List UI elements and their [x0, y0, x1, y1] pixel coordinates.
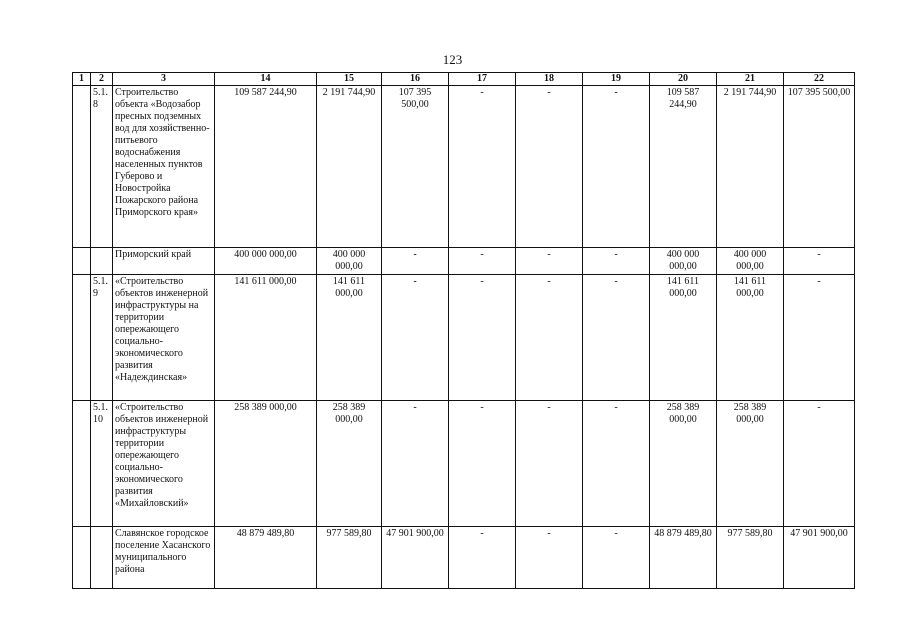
table-cell: - [449, 86, 516, 248]
column-header: 16 [382, 73, 449, 86]
column-header: 18 [516, 73, 583, 86]
item-number: 5.1.8 [91, 86, 113, 248]
column-header: 3 [113, 73, 215, 86]
table-cell: - [583, 401, 650, 527]
column-header: 22 [784, 73, 855, 86]
table-cell: 48 879 489,80 [650, 527, 717, 589]
table-cell [73, 275, 91, 401]
table-cell: 977 589,80 [317, 527, 382, 589]
table-cell: 258 389 000,00 [650, 401, 717, 527]
item-number: 5.1.10 [91, 401, 113, 527]
item-number: 5.1.9 [91, 275, 113, 401]
table-cell [73, 86, 91, 248]
item-description: Строительство объекта «Водозабор пресных подземных вод для хозяйственно-питьевого водоснабжения населенных пунктов Губерово и Новостройка Пожарского района Приморского края» [113, 86, 215, 248]
column-header: 19 [583, 73, 650, 86]
table-cell: - [449, 275, 516, 401]
table-cell: 141 611 000,00 [717, 275, 784, 401]
column-header: 21 [717, 73, 784, 86]
table-cell [73, 248, 91, 275]
table-cell: 141 611 000,00 [317, 275, 382, 401]
table-cell: - [382, 275, 449, 401]
item-description: Славянское городское поселение Хасанского муниципального района [113, 527, 215, 589]
column-header: 20 [650, 73, 717, 86]
table-cell: - [382, 248, 449, 275]
table-cell [73, 401, 91, 527]
budget-table [72, 72, 855, 589]
table-cell: 107 395 500,00 [784, 86, 855, 248]
table-cell: - [449, 401, 516, 527]
table-cell: - [583, 248, 650, 275]
page-number: 123 [442, 52, 463, 67]
table-cell: - [382, 401, 449, 527]
table-cell: 400 000 000,00 [650, 248, 717, 275]
column-header: 2 [91, 73, 113, 86]
table-cell: - [583, 527, 650, 589]
table-cell: 2 191 744,90 [717, 86, 784, 248]
table-cell: - [516, 86, 583, 248]
table-cell: - [516, 527, 583, 589]
column-header: 1 [73, 73, 91, 86]
table-cell: - [784, 401, 855, 527]
column-header: 14 [215, 73, 317, 86]
table-cell: - [516, 275, 583, 401]
table-cell: - [784, 275, 855, 401]
table-cell: 109 587 244,90 [650, 86, 717, 248]
table-cell: 48 879 489,80 [215, 527, 317, 589]
table-cell: - [516, 401, 583, 527]
table-cell: 400 000 000,00 [317, 248, 382, 275]
table-cell: - [516, 248, 583, 275]
item-description: «Строительство объектов инженерной инфраструктуры на территории опережающего социально-экономического развития «Надеждинская» [113, 275, 215, 401]
table-cell: 107 395 500,00 [382, 86, 449, 248]
table-cell: 2 191 744,90 [317, 86, 382, 248]
column-header: 17 [449, 73, 516, 86]
column-header: 15 [317, 73, 382, 86]
table-cell: - [583, 275, 650, 401]
table-cell: 141 611 000,00 [650, 275, 717, 401]
table-cell: 47 901 900,00 [382, 527, 449, 589]
item-description: «Строительство объектов инженерной инфраструктуры территории опережающего социально-экономического развития «Михайловский» [113, 401, 215, 527]
table-row [73, 527, 855, 589]
table-cell: 400 000 000,00 [215, 248, 317, 275]
table-cell: 258 389 000,00 [717, 401, 784, 527]
table-cell: 47 901 900,00 [784, 527, 855, 589]
table-cell [73, 527, 91, 589]
table-cell: - [449, 527, 516, 589]
table-row [73, 86, 855, 248]
table-cell: - [583, 86, 650, 248]
table-cell: - [449, 248, 516, 275]
table-cell: 141 611 000,00 [215, 275, 317, 401]
table-cell: 400 000 000,00 [717, 248, 784, 275]
header-row [73, 73, 855, 86]
table-cell: 109 587 244,90 [215, 86, 317, 248]
table-cell: 258 389 000,00 [215, 401, 317, 527]
table-row [73, 275, 855, 401]
item-description: Приморский край [113, 248, 215, 275]
table-cell: 977 589,80 [717, 527, 784, 589]
table-row [73, 401, 855, 527]
table-cell: - [784, 248, 855, 275]
table-row [73, 248, 855, 275]
item-number [91, 527, 113, 589]
item-number [91, 248, 113, 275]
table-cell: 258 389 000,00 [317, 401, 382, 527]
